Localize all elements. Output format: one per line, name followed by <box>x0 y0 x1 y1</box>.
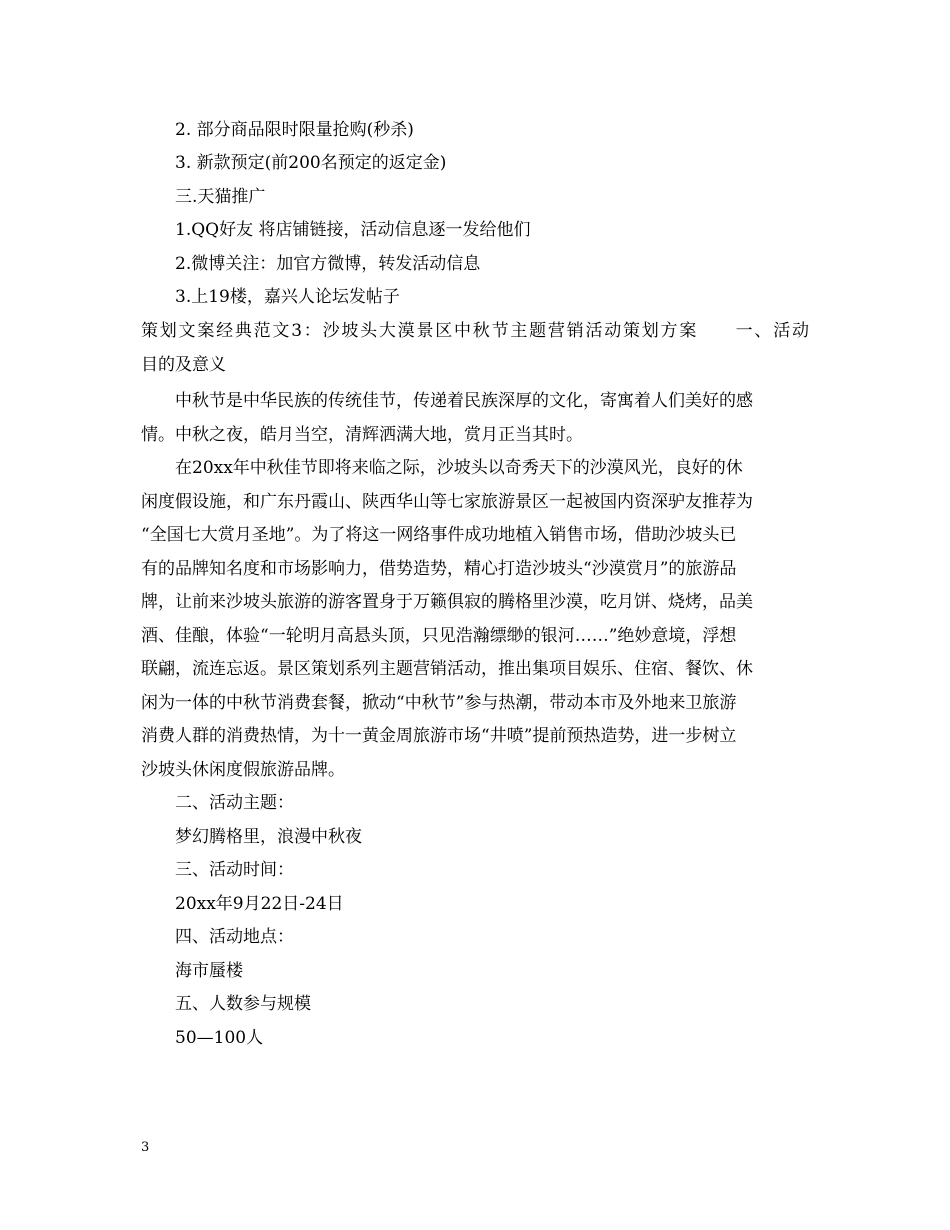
paragraph-line: 沙坡头休闲度假旅游品牌。 <box>141 760 345 780</box>
text-line: 三.天猫推广 <box>175 187 266 207</box>
text-line: 2. 部分商品限时限量抢购(秒杀) <box>175 120 414 140</box>
text-line: 目的及意义 <box>141 355 226 375</box>
paragraph-line: 消费人群的消费热情，为十一黄金周旅游市场“井喷”提前预热造势，进一步树立 <box>141 726 737 746</box>
paragraph-line: 牌，让前来沙坡头旅游的游客置身于万籁俱寂的腾格里沙漠，吃月饼、烧烤，品美 <box>141 592 753 612</box>
text-line: 四、活动地点： <box>175 927 294 947</box>
paragraph-line: 闲为一体的中秋节消费套餐，掀动“中秋节”参与热潮，带动本市及外地来卫旅游 <box>141 693 737 713</box>
paragraph-line: 中秋节是中华民族的传统佳节，传递着民族深厚的文化，寄寓着人们美好的感 <box>175 391 753 411</box>
paragraph-line: 情。中秋之夜，皓月当空，清辉洒满大地，赏月正当其时。 <box>141 425 583 445</box>
text-line: 50—100人 <box>175 1028 264 1048</box>
text-line: 三、活动时间： <box>175 860 294 880</box>
paragraph-line: 闲度假设施，和广东丹霞山、陕西华山等七家旅游景区一起被国内资深驴友推荐为 <box>141 492 753 512</box>
paragraph-line: 在20xx年中秋佳节即将来临之际，沙坡头以奇秀天下的沙漠风光，良好的休 <box>175 458 743 478</box>
paragraph-line: 有的品牌知名度和市场影响力，借势造势，精心打造沙坡头“沙漠赏月”的旅游品 <box>141 559 737 579</box>
text-line: 3. 新款预定(前200名预定的返定金) <box>175 153 447 173</box>
paragraph-line: 联翩，流连忘返。景区策划系列主题营销活动，推出集项目娱乐、住宿、餐饮、休 <box>141 659 753 679</box>
text-line: 1.QQ好友 将店铺链接，活动信息逐一发给他们 <box>175 220 531 240</box>
text-line: 五、人数参与规模 <box>175 994 311 1014</box>
page-number: 3 <box>141 1140 150 1155</box>
text-line: 20xx年9月22日-24日 <box>175 894 344 914</box>
section-title-line: 策划文案经典范文3：沙坡头大漠景区中秋节主题营销活动策划方案 一、活动 <box>141 321 809 341</box>
text-line: 2.微博关注：加官方微博，转发活动信息 <box>175 254 481 274</box>
text-line: 海市蜃楼 <box>175 961 243 981</box>
paragraph-line: 酒、佳酿，体验“一轮明月高悬头顶，只见浩瀚缥缈的银河……”绝妙意境，浮想 <box>141 626 737 646</box>
paragraph-line: “全国七大赏月圣地”。为了将这一网络事件成功地植入销售市场，借助沙坡头已 <box>141 525 737 545</box>
text-line: 梦幻腾格里，浪漫中秋夜 <box>175 827 362 847</box>
text-line: 二、活动主题： <box>175 793 294 813</box>
text-line: 3.上19楼，嘉兴人论坛发帖子 <box>175 287 400 307</box>
